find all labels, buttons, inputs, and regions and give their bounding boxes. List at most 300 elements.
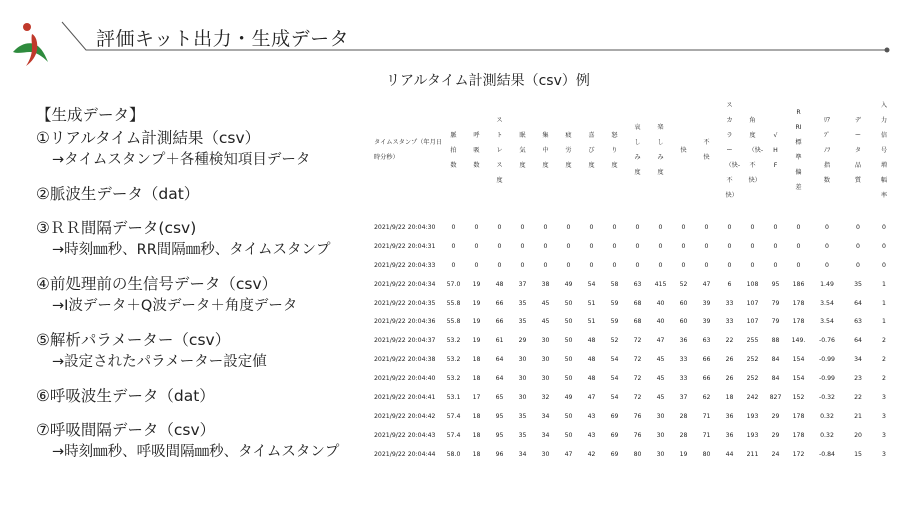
table-cell: 0 [474,242,479,250]
table-cell: 33 [679,375,688,383]
column-header: 眠気度 [519,131,526,169]
table-cell: 50 [564,299,573,307]
table-cell: 0 [497,261,502,269]
table-cell: 0 [497,242,502,250]
table-cell: 18 [472,431,481,439]
table-cell: 0 [520,242,525,250]
table-cell: 79 [771,299,780,307]
table-cell: 0 [773,223,778,231]
table-cell: 50 [564,431,573,439]
table-cell: -0.84 [818,450,835,458]
column-header: スカラー（快-不快） [725,101,741,199]
table-cell: 37 [679,393,688,401]
table-cell: 0 [750,242,755,250]
list-item-title: ③ＲＲ間隔データ(csv) [36,219,197,237]
table-cell: 49 [564,280,573,288]
table-cell: 53.2 [446,337,461,345]
table-row [374,237,896,256]
table-row [374,331,896,350]
table-cell: 61 [495,337,504,345]
timestamp-cell: 2021/9/22 20:04:36 [374,318,436,326]
table-cell: 48 [587,337,596,345]
table-cell: 0 [773,242,778,250]
table-row [374,275,896,294]
timestamp-cell: 2021/9/22 20:04:33 [374,261,436,269]
table-cell: 76 [633,431,642,439]
table-cell: 18 [472,450,481,458]
table-cell: 53.1 [446,393,461,401]
table-cell: 45 [656,356,665,364]
table-cell: 39 [702,299,711,307]
table-cell: 59 [610,299,619,307]
table-cell: 0 [856,242,860,250]
table-cell: 0 [566,242,571,250]
table-cell: 29 [771,412,780,420]
table-cell: 152 [792,393,805,401]
list-item [36,217,366,261]
table-cell: 0 [451,223,456,231]
table-cell: 0 [612,261,617,269]
table-cell: 95 [495,431,504,439]
table-cell: 30 [541,337,550,345]
timestamp-cell: 2021/9/22 20:04:43 [374,431,436,439]
table-cell: 96 [495,450,504,458]
column-header: 疲労度 [565,131,572,169]
table-cell: 47 [702,280,711,288]
table-cell: 58.0 [446,450,461,458]
table-cell: 28 [679,412,688,420]
column-header: 角度（快-不快） [748,116,764,184]
table-cell: 0 [727,261,732,269]
column-header: ストレス度 [496,116,503,184]
table-cell: 24 [771,450,780,458]
table-cell: 68 [633,299,642,307]
table-cell: 50 [564,375,573,383]
table-cell: 2 [882,375,886,383]
table-cell: 50 [564,412,573,420]
table-row [374,388,896,407]
table-cell: 242 [746,393,759,401]
timestamp-cell: 2021/9/22 20:04:37 [374,337,436,345]
timestamp-cell: 2021/9/22 20:04:41 [374,393,436,401]
table-cell: 0 [635,261,640,269]
table-cell: 0 [612,242,617,250]
table-cell: 19 [472,337,481,345]
table-cell: 827 [769,393,782,401]
timestamp-cell: 2021/9/22 20:04:31 [374,242,436,250]
table-cell: 30 [541,375,550,383]
list-item-title: ⑥呼吸波生データ（dat） [36,387,215,405]
table-cell: 0 [681,242,686,250]
table-cell: 252 [746,356,759,364]
table-cell: 211 [746,450,759,458]
table-cell: 50 [564,318,573,326]
table-cell: 178 [792,318,805,326]
table-cell: 54 [610,375,619,383]
table-cell: 29 [771,431,780,439]
table-cell: 23 [854,375,862,383]
table-cell: 68 [633,318,642,326]
column-header: 楽しみ度 [657,124,664,176]
table-cell: 95 [771,280,780,288]
table-cell: 69 [610,450,619,458]
table-cell: 6 [727,280,732,288]
table-cell: 0 [796,242,801,250]
table-cell: 108 [746,280,759,288]
table-cell: 33 [679,356,688,364]
table-cell: 79 [771,318,780,326]
table-cell: 0 [704,223,709,231]
table-cell: 0 [856,261,860,269]
table-cell: 0 [796,223,801,231]
table-cell: 62 [702,393,711,401]
column-header: タイムスタンプ（年月日時分秒） [374,139,442,161]
table-cell: 0 [451,261,456,269]
table-row [374,445,896,464]
table-cell: 36 [679,337,688,345]
table-cell: 3 [882,412,886,420]
timestamp-cell: 2021/9/22 20:04:34 [374,280,436,288]
table-cell: 54 [610,393,619,401]
table-cell: 0 [750,223,755,231]
table-cell: 32 [541,393,550,401]
table-cell: 0 [543,261,548,269]
table-cell: 22 [725,337,734,345]
table-cell: 0 [704,261,709,269]
column-header: RRI標準偏差 [795,109,802,191]
table-cell: 64 [495,356,504,364]
table-cell: 76 [633,412,642,420]
table-cell: 30 [541,450,550,458]
list-heading: 【生成データ】 [36,106,145,124]
table-header-row [374,82,896,218]
list-item [36,329,366,373]
list-item [36,385,366,407]
table-cell: 59 [610,318,619,326]
list-item-title: ⑤解析パラメーター（csv） [36,331,231,349]
list-item-desc: →I波データ＋Q波データ＋角度データ [52,298,298,314]
table-cell: 47 [587,393,596,401]
table-cell: 15 [854,450,862,458]
table-cell: 3 [882,431,886,439]
table-cell: 88 [771,337,780,345]
table-cell: 1 [882,318,886,326]
column-header: 哀しみ度 [634,124,641,176]
table-cell: 35 [518,318,527,326]
table-cell: 0 [856,223,860,231]
table-cell: 18 [472,375,481,383]
table-cell: 80 [702,450,711,458]
table-cell: 0 [543,242,548,250]
table-cell: 0 [497,223,502,231]
table-cell: 178 [792,299,805,307]
table-cell: 43 [587,431,596,439]
table-cell: 45 [656,393,665,401]
table-cell: 178 [792,431,805,439]
table-row [374,407,896,426]
table-cell: 0 [704,242,709,250]
table-cell: 22 [854,393,862,401]
table-cell: 415 [654,280,667,288]
table-row [374,426,896,445]
list-item-title: ⑦呼吸間隔データ（csv） [36,421,216,439]
table-cell: 18 [725,393,734,401]
timestamp-cell: 2021/9/22 20:04:38 [374,356,436,364]
table-cell: 34 [854,356,862,364]
list-item-desc: →時刻㎜秒、RR間隔㎜秒、タイムスタンプ [52,242,331,258]
table-cell: 64 [495,375,504,383]
table-cell: 0 [520,261,525,269]
table-cell: 71 [702,412,711,420]
table-cell: 34 [541,412,550,420]
table-cell: 252 [746,375,759,383]
table-cell: 0 [727,242,732,250]
table-cell: 35 [518,412,527,420]
table-cell: 30 [656,412,665,420]
table-cell: 0 [635,242,640,250]
table-cell: 2 [882,337,886,345]
table-cell: 57.4 [446,412,461,420]
table-cell: 33 [725,318,734,326]
table-cell: 65 [495,393,504,401]
column-header: ﾘｱﾌﾟﾉﾌ指数 [823,116,831,184]
table-cell: 30 [518,375,527,383]
table-cell: 64 [854,299,862,307]
table-cell: 28 [679,431,688,439]
table-cell: 30 [518,393,527,401]
timestamp-cell: 2021/9/22 20:04:44 [374,450,436,458]
table-row [374,369,896,388]
table-cell: 48 [495,280,504,288]
table-cell: 0 [635,223,640,231]
list-item [36,419,366,463]
table-cell: 0 [520,223,525,231]
table-cell: 66 [495,299,504,307]
table-cell: 1.49 [820,280,834,288]
table-cell: 63 [854,318,862,326]
page-title: 評価キット出力・生成データ [96,28,350,50]
table-cell: 21 [854,412,862,420]
table-body [374,218,896,464]
table-cell: 3.54 [820,299,834,307]
table-cell: -0.76 [818,337,835,345]
table-cell: 57.4 [446,431,461,439]
table-cell: 42 [587,450,596,458]
table-cell: 30 [656,431,665,439]
column-header: 怒り度 [611,131,618,169]
table-cell: 0 [589,261,594,269]
table-cell: 26 [725,356,734,364]
table-cell: 0 [589,242,594,250]
table-cell: 1 [882,280,886,288]
list-item-title: ②脈波生データ（dat） [36,185,200,203]
table-cell: 0 [589,223,594,231]
table-cell: 1 [882,299,886,307]
table-cell: 18 [472,412,481,420]
table-cell: 0 [750,261,755,269]
table-cell: 60 [679,318,688,326]
table-cell: 2 [882,356,886,364]
table-cell: 39 [702,318,711,326]
table-cell: 45 [656,375,665,383]
table-cell: 30 [518,356,527,364]
timestamp-cell: 2021/9/22 20:04:30 [374,223,436,231]
column-header: 喜び度 [588,131,595,169]
generated-data-list [36,104,366,475]
table-cell: 0 [612,223,617,231]
table-cell: 33 [725,299,734,307]
table-cell: 40 [656,299,665,307]
table-cell: 72 [633,337,642,345]
list-item [36,183,366,205]
list-item-title: ①リアルタイム計測結果（csv） [36,129,261,147]
table-cell: 178 [792,412,805,420]
table-row [374,350,896,369]
table-cell: 40 [656,318,665,326]
table-cell: 3 [882,393,886,401]
table-cell: 19 [472,299,481,307]
table-cell: 57.0 [446,280,461,288]
table-cell: 34 [541,431,550,439]
table-cell: 43 [587,412,596,420]
table-cell: 37 [518,280,527,288]
table-cell: 0 [882,223,886,231]
table-cell: 54 [587,280,596,288]
table-cell: 51 [587,318,596,326]
table-cell: 69 [610,412,619,420]
table-cell: 0 [681,261,686,269]
table-cell: 0 [825,242,829,250]
table-cell: 154 [792,356,805,364]
table-cell: 52 [610,337,619,345]
table-cell: 172 [792,450,805,458]
table-cell: 48 [587,356,596,364]
table-row [374,294,896,313]
table-cell: 18 [472,356,481,364]
table-title: リアルタイム計測結果（csv）例 [386,73,590,89]
list-item-desc: →設定されたパラメーター設定値 [52,354,267,370]
realtime-results-table [374,82,896,464]
table-cell: 84 [771,356,780,364]
table-cell: 154 [792,375,805,383]
table-cell: 107 [746,318,759,326]
table-cell: 95 [495,412,504,420]
table-cell: 0 [882,261,886,269]
table-cell: 63 [702,337,711,345]
column-header: 入力信号増幅率 [880,101,888,199]
table-cell: 45 [541,299,550,307]
table-cell: 72 [633,356,642,364]
timestamp-cell: 2021/9/22 20:04:40 [374,375,436,383]
list-item-title: ④前処理前の生信号データ（csv） [36,275,278,293]
table-cell: 0 [474,223,479,231]
table-cell: 30 [656,450,665,458]
list-item [36,127,366,171]
list-item-desc: →時刻㎜秒、呼吸間隔㎜秒、タイムスタンプ [52,444,340,460]
column-header: 不快 [703,139,710,161]
table-cell: 52 [679,280,688,288]
column-header: √HF [773,131,778,169]
table-cell: 0 [796,261,801,269]
table-cell: 35 [518,431,527,439]
table-cell: 80 [633,450,642,458]
table-cell: 0 [658,261,663,269]
table-cell: 72 [633,393,642,401]
table-cell: 0 [451,242,456,250]
column-header: 脈拍数 [450,131,457,169]
table-row [374,256,896,275]
table-cell: 0 [658,242,663,250]
table-cell: 47 [656,337,665,345]
table-cell: 55.8 [446,318,461,326]
table-cell: 66 [702,375,711,383]
table-cell: 26 [725,375,734,383]
table-cell: 58 [610,280,619,288]
table-cell: 107 [746,299,759,307]
table-cell: -0.99 [818,356,835,364]
column-header: 集中度 [542,131,549,169]
table-cell: 54 [610,356,619,364]
table-cell: 0 [566,223,571,231]
table-cell: 30 [541,356,550,364]
timestamp-cell: 2021/9/22 20:04:35 [374,299,436,307]
table-cell: 0 [727,223,732,231]
table-cell: 47 [564,450,573,458]
table-cell: 20 [854,431,862,439]
table-cell: 0 [658,223,663,231]
table-cell: 0 [543,223,548,231]
table-cell: 35 [854,280,862,288]
table-cell: 60 [679,299,688,307]
column-header: 呼吸数 [473,131,480,169]
table-cell: 49 [564,393,573,401]
table-cell: -0.99 [818,375,835,383]
table-cell: 3 [882,450,886,458]
table-cell: 0.32 [820,431,834,439]
table-cell: 186 [792,280,805,288]
table-cell: 17 [472,393,481,401]
table-cell: 66 [495,318,504,326]
table-cell: 36 [725,412,734,420]
table-row [374,312,896,331]
table-cell: 0 [566,261,571,269]
table-cell: 44 [725,450,734,458]
table-cell: 19 [679,450,688,458]
table-cell: 19 [472,280,481,288]
table-cell: 29 [518,337,527,345]
timestamp-cell: 2021/9/22 20:04:42 [374,412,436,420]
column-header: データ品質 [854,116,862,184]
table-cell: 35 [518,299,527,307]
table-cell: 36 [725,431,734,439]
table-cell: 0 [474,261,479,269]
table-cell: 55.8 [446,299,461,307]
table-cell: 50 [564,337,573,345]
table-cell: -0.32 [818,393,835,401]
table-cell: 255 [746,337,759,345]
table-row [374,218,896,237]
list-item-desc: →タイムスタンプ＋各種検知項目データ [52,152,311,168]
table-cell: 3.54 [820,318,834,326]
table-cell: 72 [633,375,642,383]
table-cell: 84 [771,375,780,383]
table-cell: 0 [681,223,686,231]
table-cell: 51 [587,299,596,307]
list-item [36,273,366,317]
table-cell: 66 [702,356,711,364]
table-cell: 38 [541,280,550,288]
table-cell: 34 [518,450,527,458]
